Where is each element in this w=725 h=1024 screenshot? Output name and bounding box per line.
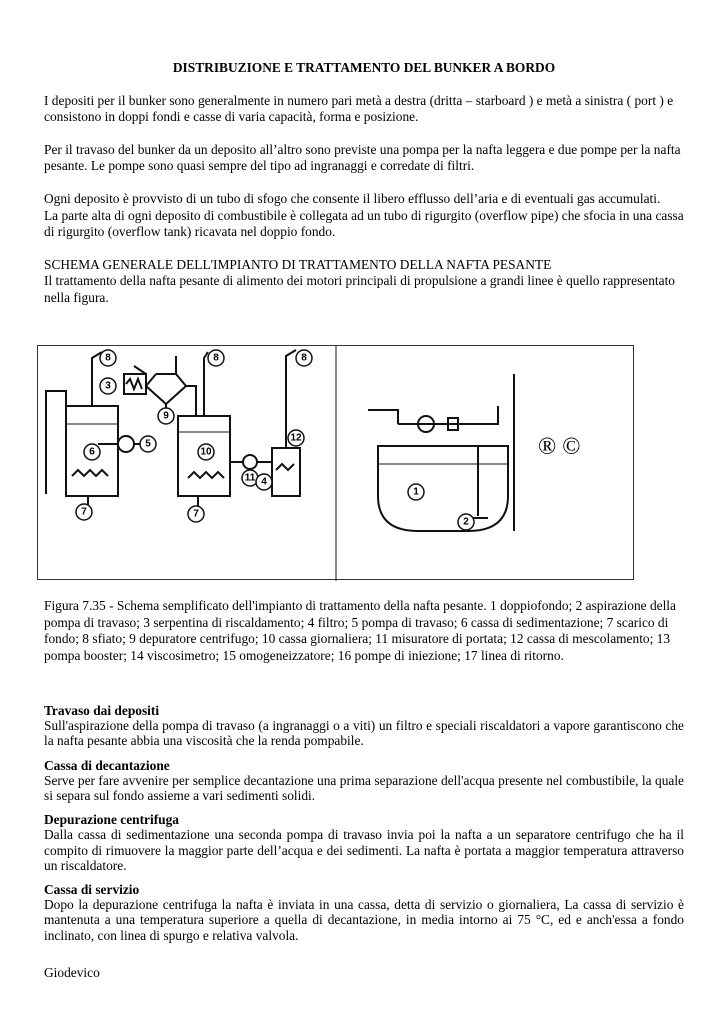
label-12: 12	[290, 432, 302, 444]
figure-caption: Figura 7.35 - Schema semplificato dell'impianto di trattamento della nafta pesante. 1 doppiofondo; 2 aspirazione della pompa di travaso; 3 serpentina di riscaldamento; 4 filtro; 5 pompa di travaso; 6 cassa di sedimentazione; 7 scarico di fondo; 8 sfiato; 9 depuratore centrifugo; 10 cassa giornaliera; 11 misuratore di portata; 12 cassa di mescolamento; 13 pompa booster; 14 viscosimetro; 15 omogeneizzatore; 16 pompe di iniezione; 17 linea di ritorno.	[44, 598, 676, 663]
label-11: 11	[244, 472, 256, 484]
section-text-decantazione: Serve per fare avvenire per semplice decantazione una prima separazione dell'acqua presente nel combustibile, la quale si separa sul fondo assieme a vari sedimenti solidi.	[44, 772, 684, 804]
label-1: 1	[413, 486, 419, 498]
label-8-middle: 8	[213, 352, 219, 364]
section-text-servizio: Dopo la depurazione centrifuga la nafta è inviata in una cassa, detta di servizio o giornaliera, La cassa di servizio è mantenuta a una temperatura superiore a quella di decantazione, in media intorno ai 75 °C, ed e anch'essa a fondo inclinato, con linea di spurgo e relativa valvola.	[44, 897, 684, 943]
copyright-marks: ® ©	[538, 434, 581, 460]
label-6: 6	[89, 446, 95, 458]
label-4: 4	[261, 476, 267, 488]
intro-paragraph-4: La parte alta di ogni deposito di combustibile è collegata ad un tubo di rigurgito (overflow pipe) che sfocia in una cassa di rigurgito (overflow tank) ricavata nel doppio fondo.	[44, 207, 684, 240]
intro-paragraph-2: Per il travaso del bunker da un deposito all’altro sono previste una pompa per la nafta leggera e due pompe per la nafta pesante. Le pompe sono quasi sempre del tipo ad ingranaggi e corredate di filtri.	[44, 141, 681, 174]
section-heading-decantazione: Cassa di decantazione	[44, 757, 170, 773]
label-8-right: 8	[301, 352, 307, 364]
sections	[44, 703, 684, 943]
section-text-travaso: Sull'aspirazione della pompa di travaso (a ingranaggi o a viti) un filtro e speciali riscaldatori a vapore garantiscono che la nafta pesante abbia una viscosità che la renda pompabile.	[44, 718, 684, 749]
schema-heading: SCHEMA GENERALE DELL'IMPIANTO DI TRATTAMENTO DELLA NAFTA PESANTE	[44, 256, 552, 272]
label-7-left: 7	[81, 506, 87, 518]
plant-diagram	[38, 346, 635, 581]
section-heading-servizio: Cassa di servizio	[44, 882, 140, 898]
label-5: 5	[145, 438, 151, 450]
document-body	[44, 60, 684, 307]
plant-diagram-figure	[37, 345, 634, 580]
page-title: DISTRIBUZIONE E TRATTAMENTO DEL BUNKER A BORDO	[172, 60, 556, 75]
label-7-middle: 7	[193, 508, 199, 520]
label-10: 10	[200, 446, 212, 458]
intro-paragraph-3: Ogni deposito è provvisto di un tubo di sfogo che consente il libero efflusso dell’aria e di eventuali gas accumulati.	[44, 190, 661, 206]
schema-text: Il trattamento della nafta pesante di alimento dei motori principali di propulsione a grandi linee è quello rappresentato nella figura.	[44, 273, 676, 305]
label-9: 9	[163, 410, 169, 422]
section-text-depurazione: Dalla cassa di sedimentazione una seconda pompa di travaso invia poi la nafta a un separatore centrifugo che ha il compito di rimuovere la maggior parte dell’acqua e dei sedimenti. La nafta è portata a maggior temperatura attraverso un riscaldatore.	[44, 827, 684, 873]
section-heading-travaso: Travaso dai depositi	[44, 703, 160, 718]
signature: Giodevico	[44, 965, 100, 980]
section-heading-depurazione: Depurazione centrifuga	[44, 812, 179, 828]
label-8-left: 8	[105, 352, 111, 364]
intro-paragraph-1: I depositi per il bunker sono generalmente in numero pari metà a destra (dritta – starboard ) e metà a sinistra ( port ) e consistono in doppi fondi e casse di varia capacità, forma e posizione.	[44, 92, 674, 125]
label-2: 2	[463, 516, 469, 528]
label-3: 3	[105, 380, 111, 392]
